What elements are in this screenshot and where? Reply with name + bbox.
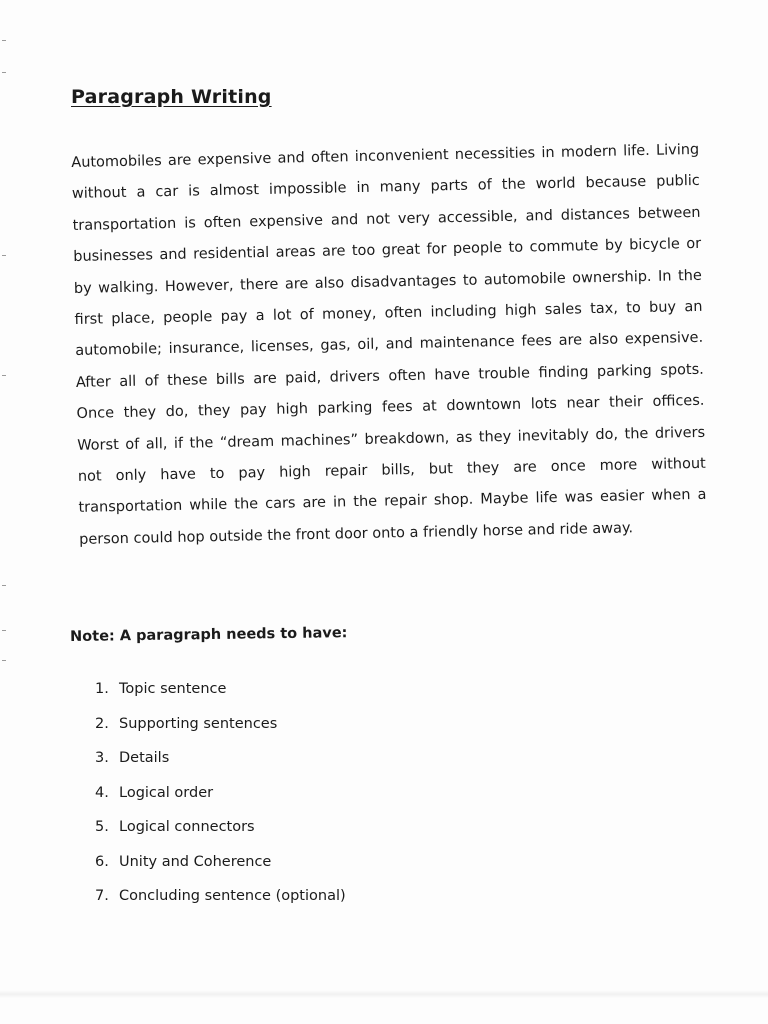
list-item-text: Details (119, 750, 170, 766)
body-paragraph (71, 135, 707, 556)
margin-mark (2, 585, 6, 586)
list-item-text: Logical connectors (119, 819, 255, 835)
margin-mark (2, 375, 6, 376)
paragraph-line: businesses and residential areas are too great for people to commute by bicycle or (73, 235, 702, 266)
margin-mark (2, 660, 6, 661)
scan-smudge (0, 990, 768, 998)
list-item (95, 745, 346, 780)
paragraph-line: transportation is often expensive and not very accessible, and distances between (72, 204, 701, 234)
paragraph-line: transportation while the cars are in the repair shop. Maybe life was easier when a (78, 487, 707, 517)
list-item (95, 780, 346, 815)
paragraph-line: Once they do, they pay high parking fees at downtown lots near their offices. (76, 392, 705, 423)
margin-mark (2, 72, 6, 73)
paragraph-line: Worst of all, if the “dream machines” breakdown, as they inevitably do, the drivers (77, 424, 706, 454)
list-item-text: Supporting sentences (119, 715, 278, 732)
paragraph-line: without a car is almost impossible in many parts of the world because public (71, 173, 701, 203)
margin-mark (2, 40, 6, 41)
list-number: 5. (95, 819, 109, 835)
paragraph-line: person could hop outside the front door onto a friendly horse and ride away. (79, 520, 634, 548)
list-item-text: Concluding sentence (optional) (119, 888, 346, 904)
note-heading: Note: A paragraph needs to have: (70, 625, 348, 645)
list-number: 1. (95, 681, 109, 697)
list-number: 2. (95, 715, 109, 732)
paragraph-line: automobile; insurance, licenses, gas, oil, and maintenance fees are also expensive. (75, 330, 704, 360)
list-item (95, 814, 346, 849)
margin-mark (2, 630, 6, 631)
list-item (95, 676, 346, 711)
page-title: Paragraph Writing (71, 86, 272, 108)
list-number: 4. (95, 784, 109, 801)
paragraph-line: by walking. However, there are also disadvantages to automobile ownership. In the (73, 267, 702, 297)
paragraph-line: not only have to pay high repair bills, but they are once more without (77, 455, 706, 485)
list-item-text: Logical order (119, 784, 214, 801)
paragraph-line: After all of these bills are paid, drivers often have trouble finding parking spots. (75, 361, 704, 391)
list-number: 3. (95, 750, 109, 766)
list-item (95, 711, 346, 746)
paragraph-line: first place, people pay a lot of money, often including high sales tax, to buy an (74, 298, 703, 328)
list-item (95, 849, 346, 884)
list-number: 6. (95, 853, 109, 870)
list-number: 7. (95, 888, 109, 904)
list-item-text: Unity and Coherence (119, 853, 272, 870)
paragraph-checklist (95, 676, 346, 918)
list-item-text: Topic sentence (119, 681, 227, 697)
list-item (95, 883, 346, 918)
paragraph-line: Automobiles are expensive and often inconvenient necessities in modern life. Living (71, 141, 700, 171)
margin-mark (2, 255, 6, 256)
